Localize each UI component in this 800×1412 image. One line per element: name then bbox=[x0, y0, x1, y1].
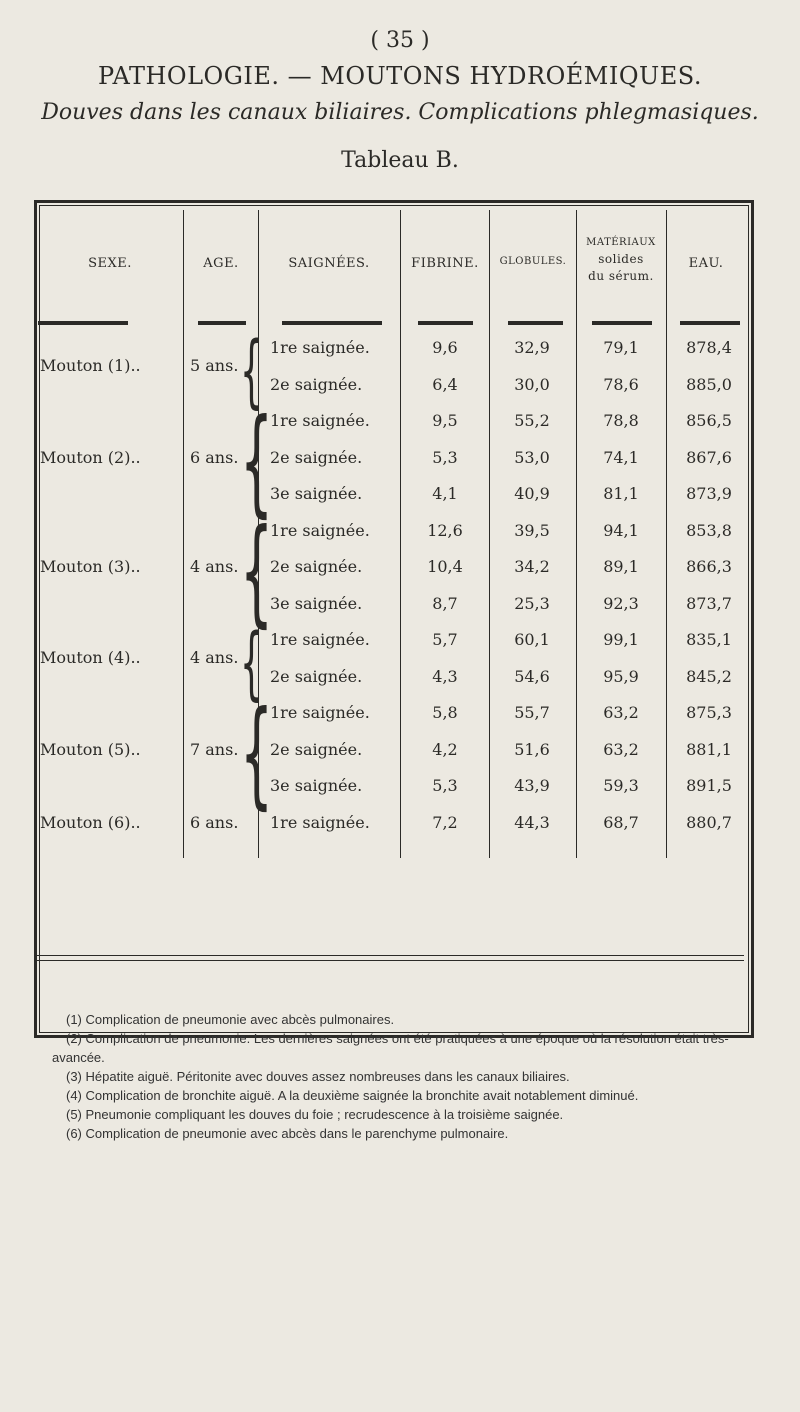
sheep-label: Mouton (1).. bbox=[40, 356, 141, 376]
brace-icon: { bbox=[240, 617, 263, 709]
value-fibrine: 5,3 bbox=[432, 776, 458, 795]
header-rule bbox=[680, 321, 740, 325]
footnote: (6) Complication de pneumonie avec abcès dans le parenchyme pulmonaire. bbox=[66, 1126, 509, 1141]
value-globules: 25,3 bbox=[514, 593, 550, 613]
brace-icon: { bbox=[240, 325, 263, 417]
header-sexe: SEXE. bbox=[88, 256, 132, 271]
page-number: ( 35 ) bbox=[370, 28, 430, 53]
value-fibrine: 9,6 bbox=[432, 338, 458, 357]
value-globules: 40,9 bbox=[514, 484, 550, 503]
sheep-label: Mouton (2).. bbox=[40, 447, 141, 467]
value-fibrine: 8,7 bbox=[432, 593, 458, 613]
header-age: AGE. bbox=[203, 256, 239, 271]
value-eau: 878,4 bbox=[686, 338, 732, 357]
value-materiaux: 81,1 bbox=[603, 484, 639, 503]
header-materiaux-line2: solides bbox=[598, 252, 644, 266]
value-materiaux: 79,1 bbox=[603, 338, 639, 357]
value-globules: 44,3 bbox=[514, 812, 550, 832]
brace-icon: { bbox=[240, 395, 274, 529]
value-fibrine: 12,6 bbox=[427, 520, 463, 540]
header-rule bbox=[508, 321, 563, 325]
header-eau: EAU. bbox=[688, 256, 724, 271]
value-materiaux: 78,6 bbox=[603, 374, 639, 394]
age-label: 7 ans. bbox=[190, 739, 239, 759]
table-bottom-rule bbox=[36, 960, 744, 961]
value-materiaux: 59,3 bbox=[603, 776, 639, 795]
value-fibrine: 9,5 bbox=[432, 411, 458, 430]
value-materiaux: 68,7 bbox=[603, 812, 639, 832]
value-globules: 30,0 bbox=[514, 374, 550, 394]
value-eau: 873,7 bbox=[686, 593, 732, 613]
value-materiaux: 78,8 bbox=[603, 411, 639, 430]
value-fibrine: 4,1 bbox=[432, 484, 458, 503]
value-globules: 55,7 bbox=[514, 703, 550, 722]
footnote: (5) Pneumonie compliquant les douves du foie ; recrudescence à la troisième saignée. bbox=[66, 1107, 564, 1122]
value-globules: 53,0 bbox=[514, 447, 550, 467]
page-subtitle: Douves dans les canaux biliaires. Complications phlegmasiques. bbox=[41, 100, 759, 125]
bleeding-label: 2e saignée. bbox=[270, 666, 363, 686]
value-fibrine: 5,8 bbox=[432, 703, 458, 722]
table-bottom-rule bbox=[36, 955, 744, 956]
age-label: 5 ans. bbox=[190, 356, 239, 376]
value-eau: 891,5 bbox=[686, 776, 732, 795]
value-eau: 873,9 bbox=[686, 484, 732, 503]
value-globules: 54,6 bbox=[514, 666, 550, 686]
bleeding-label: 2e saignée. bbox=[270, 739, 363, 759]
header-globules: GLOBULES. bbox=[499, 256, 567, 267]
age-label: 4 ans. bbox=[190, 648, 239, 668]
value-materiaux: 89,1 bbox=[603, 557, 639, 576]
value-eau: 875,3 bbox=[686, 703, 732, 722]
value-globules: 39,5 bbox=[514, 520, 550, 540]
sheep-label: Mouton (3).. bbox=[40, 557, 141, 576]
column-divider bbox=[183, 210, 184, 858]
value-fibrine: 7,2 bbox=[432, 812, 458, 832]
bleeding-label: 2e saignée. bbox=[270, 374, 363, 394]
header-rule bbox=[418, 321, 473, 325]
header-rule bbox=[282, 321, 382, 325]
footnotes bbox=[52, 1010, 742, 1143]
brace-icon: { bbox=[240, 687, 274, 821]
header-rule bbox=[592, 321, 652, 325]
footnote: (4) Complication de bronchite aiguë. A la deuxième saignée la bronchite avait notablement diminué. bbox=[66, 1088, 639, 1103]
value-materiaux: 63,2 bbox=[603, 739, 639, 759]
footnote: (3) Hépatite aiguë. Péritonite avec douves assez nombreuses dans les canaux biliaires. bbox=[66, 1069, 570, 1084]
header-materiaux bbox=[578, 234, 664, 285]
bleeding-label: 1re saignée. bbox=[270, 630, 370, 649]
sheep-label: Mouton (4).. bbox=[40, 648, 141, 668]
header-rule bbox=[38, 321, 128, 325]
footnote: (1) Complication de pneumonie avec abcès pulmonaires. bbox=[66, 1012, 395, 1027]
value-fibrine: 5,3 bbox=[432, 447, 458, 467]
value-eau: 835,1 bbox=[686, 630, 732, 649]
header-materiaux-line3: du sérum. bbox=[588, 269, 654, 283]
bleeding-label: 1re saignée. bbox=[270, 812, 370, 832]
bleeding-label: 2e saignée. bbox=[270, 447, 363, 467]
bleeding-label: 1re saignée. bbox=[270, 338, 370, 357]
value-fibrine: 6,4 bbox=[432, 374, 458, 394]
bleeding-label: 1re saignée. bbox=[270, 520, 370, 540]
bleeding-label: 3e saignée. bbox=[270, 776, 363, 795]
header-saignees: SAIGNÉES. bbox=[288, 256, 370, 271]
value-fibrine: 5,7 bbox=[432, 630, 458, 649]
value-materiaux: 95,9 bbox=[603, 666, 639, 686]
bleeding-label: 2e saignée. bbox=[270, 557, 363, 576]
value-materiaux: 92,3 bbox=[603, 593, 639, 613]
value-eau: 845,2 bbox=[686, 666, 732, 686]
value-materiaux: 94,1 bbox=[603, 520, 639, 540]
value-eau: 866,3 bbox=[686, 557, 732, 576]
header-materiaux-line1: MATÉRIAUX bbox=[586, 237, 656, 248]
value-eau: 881,1 bbox=[686, 739, 732, 759]
value-fibrine: 10,4 bbox=[427, 557, 463, 576]
bleeding-label: 1re saignée. bbox=[270, 411, 370, 430]
value-globules: 51,6 bbox=[514, 739, 550, 759]
bleeding-label: 3e saignée. bbox=[270, 484, 363, 503]
bleeding-label: 3e saignée. bbox=[270, 593, 363, 613]
value-materiaux: 99,1 bbox=[603, 630, 639, 649]
header-rule bbox=[198, 321, 246, 325]
header-fibrine: FIBRINE. bbox=[411, 256, 479, 271]
age-label: 6 ans. bbox=[190, 447, 239, 467]
page-title: PATHOLOGIE. — MOUTONS HYDROÉMIQUES. bbox=[98, 62, 702, 90]
value-globules: 60,1 bbox=[514, 630, 550, 649]
age-label: 6 ans. bbox=[190, 812, 239, 832]
value-eau: 880,7 bbox=[686, 812, 732, 832]
value-globules: 43,9 bbox=[514, 776, 550, 795]
value-eau: 867,6 bbox=[686, 447, 732, 467]
value-eau: 853,8 bbox=[686, 520, 732, 540]
value-globules: 34,2 bbox=[514, 557, 550, 576]
age-label: 4 ans. bbox=[190, 557, 239, 576]
sheep-label: Mouton (5).. bbox=[40, 739, 141, 759]
brace-icon: { bbox=[240, 504, 274, 639]
sheep-label: Mouton (6).. bbox=[40, 812, 141, 832]
value-globules: 32,9 bbox=[514, 338, 550, 357]
value-eau: 856,5 bbox=[686, 411, 732, 430]
value-fibrine: 4,2 bbox=[432, 739, 458, 759]
table-name: Tableau B. bbox=[341, 148, 459, 173]
bleeding-label: 1re saignée. bbox=[270, 703, 370, 722]
value-materiaux: 63,2 bbox=[603, 703, 639, 722]
value-materiaux: 74,1 bbox=[603, 447, 639, 467]
value-eau: 885,0 bbox=[686, 374, 732, 394]
table-frame bbox=[34, 200, 754, 1038]
footnote: (2) Complication de pneumonie. Les dernières saignées ont été pratiquées à une époque où la résolution était très-avancée. bbox=[52, 1031, 729, 1065]
value-fibrine: 4,3 bbox=[432, 666, 458, 686]
value-globules: 55,2 bbox=[514, 411, 550, 430]
